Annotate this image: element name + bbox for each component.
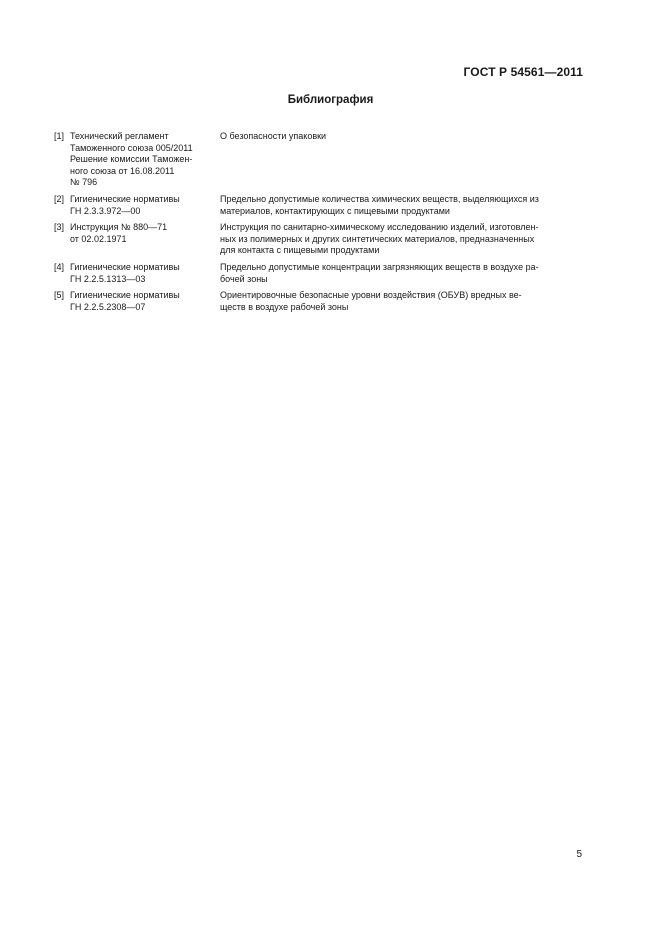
bibliography-list — [54, 131, 580, 318]
document-code: ГОСТ Р 54561—2011 — [463, 65, 583, 79]
entry-number: [5] — [54, 290, 65, 301]
bibliography-entry — [54, 131, 580, 189]
section-title: Библиография — [287, 94, 374, 106]
entry-number: [4] — [54, 261, 65, 272]
entry-number: [3] — [54, 222, 65, 233]
entry-number: [1] — [54, 131, 65, 141]
entry-title: Предельно допустимые концентрации загрязняющих веществ в воздухе ра- бочей зоны — [220, 261, 539, 284]
bibliography-entry — [54, 262, 580, 285]
bibliography-entry — [54, 290, 580, 313]
entry-source: Гигиенические нормативы ГН 2.2.5.1313—03 — [70, 261, 180, 284]
entry-source: Гигиенические нормативы ГН 2.3.3.972—00 — [70, 193, 180, 216]
entry-title: Предельно допустимые количества химических веществ, выделяющихся из материалов, контактирующих с пищевыми продуктами — [220, 193, 539, 216]
entry-source: Инструкция № 880—71 от 02.02.1971 — [70, 222, 168, 244]
entry-source: Технический регламент Таможенного союза 005/2011 Решение комиссии Таможен- ного союза от 16.08.2011 № 796 — [70, 131, 193, 188]
entry-title: О безопасности упаковки — [220, 131, 327, 141]
entry-title: Инструкция по санитарно-химическому исследованию изделий, изготовлен- ных из полимерных и других синтетических материалов, предназначенных для контакта с пищевыми продуктами — [220, 222, 539, 256]
entry-number: [2] — [54, 193, 65, 204]
entry-source: Гигиенические нормативы ГН 2.2.5.2308—07 — [70, 290, 180, 312]
page-number: 5 — [576, 849, 582, 860]
entry-title: Ориентировочные безопасные уровни воздействия (ОБУВ) вредных ве- ществ в воздухе рабочей зоны — [220, 290, 522, 312]
bibliography-entry — [54, 194, 580, 217]
bibliography-entry — [54, 222, 580, 257]
